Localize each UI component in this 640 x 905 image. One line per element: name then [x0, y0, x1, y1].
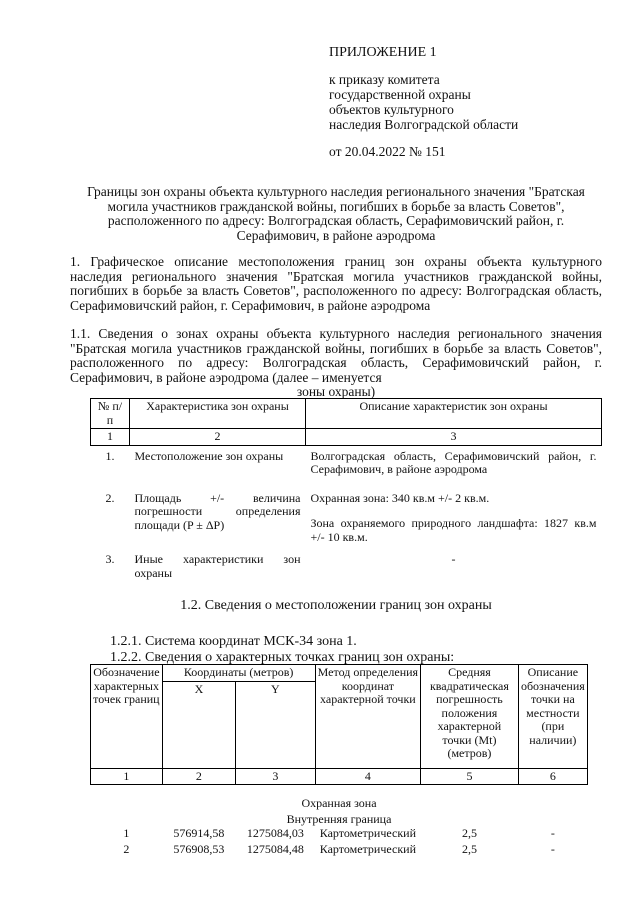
col-number: 3 [306, 429, 602, 446]
coordinate-system: 1.2.1. Система координат МСК-34 зона 1. [110, 634, 357, 649]
col-header-coords: Координаты (метров) [162, 665, 315, 682]
section-1-1-text: 1.1. Сведения о зонах охраны объекта культурного наследия регионального значения "Братская могила участников гражданской войны, погибших в борьбе за власть Советов", расположенного по адресу: Волгоградская область, Серафимовичский район, г. Серафимович, в районе аэродрома (далее – именуется [70, 326, 602, 385]
col-number: 3 [236, 768, 315, 785]
document-title: Границы зон охраны объекта культурного наследия регионального значения "Братская могила участников гражданской войны, погибших в борьбе за власть Советов", расположенного по адресу: Волгоградская область, Серафимовичский район, г. Серафимович, в районе аэродрома [87, 184, 585, 243]
zones-table [90, 398, 602, 581]
appendix-line: наследия Волгоградской области [329, 117, 519, 132]
section-1-text: 1. Графическое описание местоположения границ зон охраны объекта культурного наследия регионального значения "Братская могила участников гражданской войны, погибших в борьбе за власть Советов", расположенного по адресу: Волгоградская область, Серафимовичский район, г. Серафимович, в районе аэродрома [70, 254, 602, 313]
zone-label: Охранная зона [301, 796, 377, 810]
col-number: 2 [130, 429, 306, 446]
col-header-error: Средняя квадратическая погрешность положения характерной точки (Mt) (метров) [421, 665, 519, 769]
col-number: 2 [162, 768, 235, 785]
section-1-2-heading: 1.2. Сведения о местоположении границ зон охраны [180, 598, 492, 613]
points-table [90, 664, 588, 857]
coordinate-info [110, 634, 454, 666]
boundary-label: Внутренняя граница [286, 811, 392, 826]
table-row: 2 576908,53 1275084,48 Картометрический 2,5 - [123, 841, 555, 856]
col-header-method: Метод определения координат характерной точки [315, 665, 421, 769]
appendix-line: государственной охраны [329, 87, 471, 102]
col-header-point: Обозначение характерных точек границ [91, 665, 163, 769]
col-header-characteristic: Характеристика зон охраны [130, 399, 306, 429]
col-header-desc: Описание обозначения точки на местности (при наличии) [518, 665, 587, 769]
section-1-1 [70, 327, 602, 400]
section-1-1-last: зоны охраны) [296, 384, 376, 399]
table-row: 3. Иные характеристики зон охраны - [105, 552, 456, 580]
col-number: 5 [421, 768, 519, 785]
col-number: 1 [91, 768, 163, 785]
appendix-line: объектов культурного [329, 102, 454, 117]
col-header-description: Описание характеристик зон охраны [306, 399, 602, 429]
table-row: 1. Местоположение зон охраны Волгоградская область, Серафимовичский район, г. Серафимович, в районе аэродрома [105, 448, 597, 476]
col-header-x: X [162, 681, 235, 768]
protected-zone-area: Охранная зона: 340 кв.м +/- 2 кв.м. [310, 490, 490, 505]
table-row: 1 576914,58 1275084,03 Картометрический 2,5 - [123, 826, 555, 840]
landscape-zone-area: Зона охраняемого природного ландшафта: 1827 кв.м +/- 10 кв.м. [310, 516, 597, 544]
col-number: 1 [91, 429, 130, 446]
col-number: 6 [518, 768, 587, 785]
appendix-heading: ПРИЛОЖЕНИЕ 1 [329, 45, 437, 60]
points-heading: 1.2.2. Сведения о характерных точках границ зон охраны: [110, 650, 455, 665]
col-header-y: Y [236, 681, 315, 768]
appendix-line: к приказу комитета [329, 72, 440, 87]
col-header-number: № п/п [91, 399, 130, 429]
col-number: 4 [315, 768, 421, 785]
order-date: от 20.04.2022 № 151 [329, 144, 446, 159]
table-row: 2. Площадь +/- величина погрешности определения площади (P ± ΔP) Охранная зона: 340 кв.м +/- 2 кв.м. Зона охраняемого природного ландшафта: 1827 кв.м +/- 10 кв.м. [105, 490, 597, 544]
appendix-block [329, 45, 589, 159]
